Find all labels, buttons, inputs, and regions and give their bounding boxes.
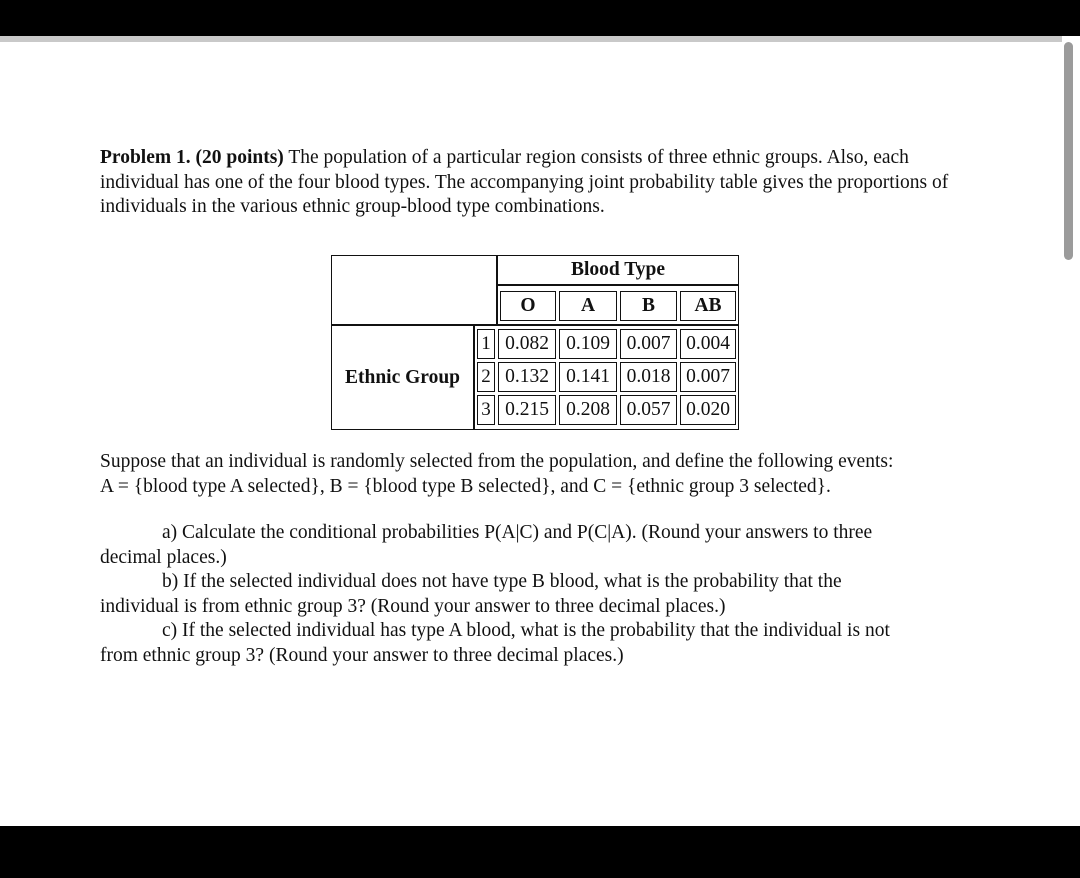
- col-header-ab: AB: [680, 291, 736, 321]
- row-number-2: 2: [477, 362, 495, 392]
- col-header-a: A: [559, 291, 617, 321]
- row-number-1: 1: [477, 329, 495, 359]
- cell-3-a: 0.208: [559, 395, 617, 425]
- question-c-line-1: c) If the selected individual has type A blood, what is the probability that the individual is not: [162, 620, 890, 641]
- top-black-bar: [0, 0, 1080, 36]
- question-a-line-2: decimal places.): [100, 546, 227, 568]
- blood-type-header: Blood Type: [497, 255, 739, 285]
- question-b-line-2: individual is from ethnic group 3? (Round your answer to three decimal places.): [100, 595, 726, 617]
- problem-intro: [100, 146, 960, 220]
- cell-3-b: 0.057: [620, 395, 677, 425]
- question-c-line-2: from ethnic group 3? (Round your answer to three decimal places.): [100, 644, 624, 666]
- question-b-line-1: b) If the selected individual does not have type B blood, what is the probability that the: [162, 571, 842, 592]
- page-top-divider: [0, 36, 1062, 42]
- question-c: [100, 619, 980, 668]
- question-a: [100, 521, 980, 570]
- problem-heading: Problem 1. (20 points): [100, 147, 284, 168]
- scrollbar-thumb[interactable]: [1064, 42, 1073, 260]
- events-line-2: A = {blood type A selected}, B = {blood type B selected}, and C = {ethnic group 3 selected}.: [100, 475, 831, 497]
- joint-probability-table: [331, 255, 739, 430]
- cell-1-b: 0.007: [620, 329, 677, 359]
- col-header-o: O: [500, 291, 556, 321]
- events-line-1: Suppose that an individual is randomly selected from the population, and define the following events:: [100, 451, 894, 472]
- cell-1-a: 0.109: [559, 329, 617, 359]
- col-header-b: B: [620, 291, 677, 321]
- cell-3-o: 0.215: [498, 395, 556, 425]
- row-number-3: 3: [477, 395, 495, 425]
- cell-3-ab: 0.020: [680, 395, 736, 425]
- table-corner-cell: [331, 255, 497, 325]
- cell-2-a: 0.141: [559, 362, 617, 392]
- cell-1-o: 0.082: [498, 329, 556, 359]
- cell-1-ab: 0.004: [680, 329, 736, 359]
- cell-2-b: 0.018: [620, 362, 677, 392]
- question-a-line-1: a) Calculate the conditional probabilities P(A|C) and P(C|A). (Round your answers to three: [162, 522, 873, 543]
- ethnic-group-label: Ethnic Group: [331, 325, 474, 430]
- problem-text: The population of a particular region consists of three ethnic groups. Also, each individual has one of the four blood types. The accompanying joint probability table gives the proportions of individuals in the various ethnic group-blood type combinations.: [100, 147, 949, 217]
- question-b: [100, 570, 980, 619]
- cell-2-ab: 0.007: [680, 362, 736, 392]
- document-page: [0, 36, 1080, 826]
- cell-2-o: 0.132: [498, 362, 556, 392]
- bottom-black-bar: [0, 826, 1080, 878]
- events-definition: [100, 450, 1000, 499]
